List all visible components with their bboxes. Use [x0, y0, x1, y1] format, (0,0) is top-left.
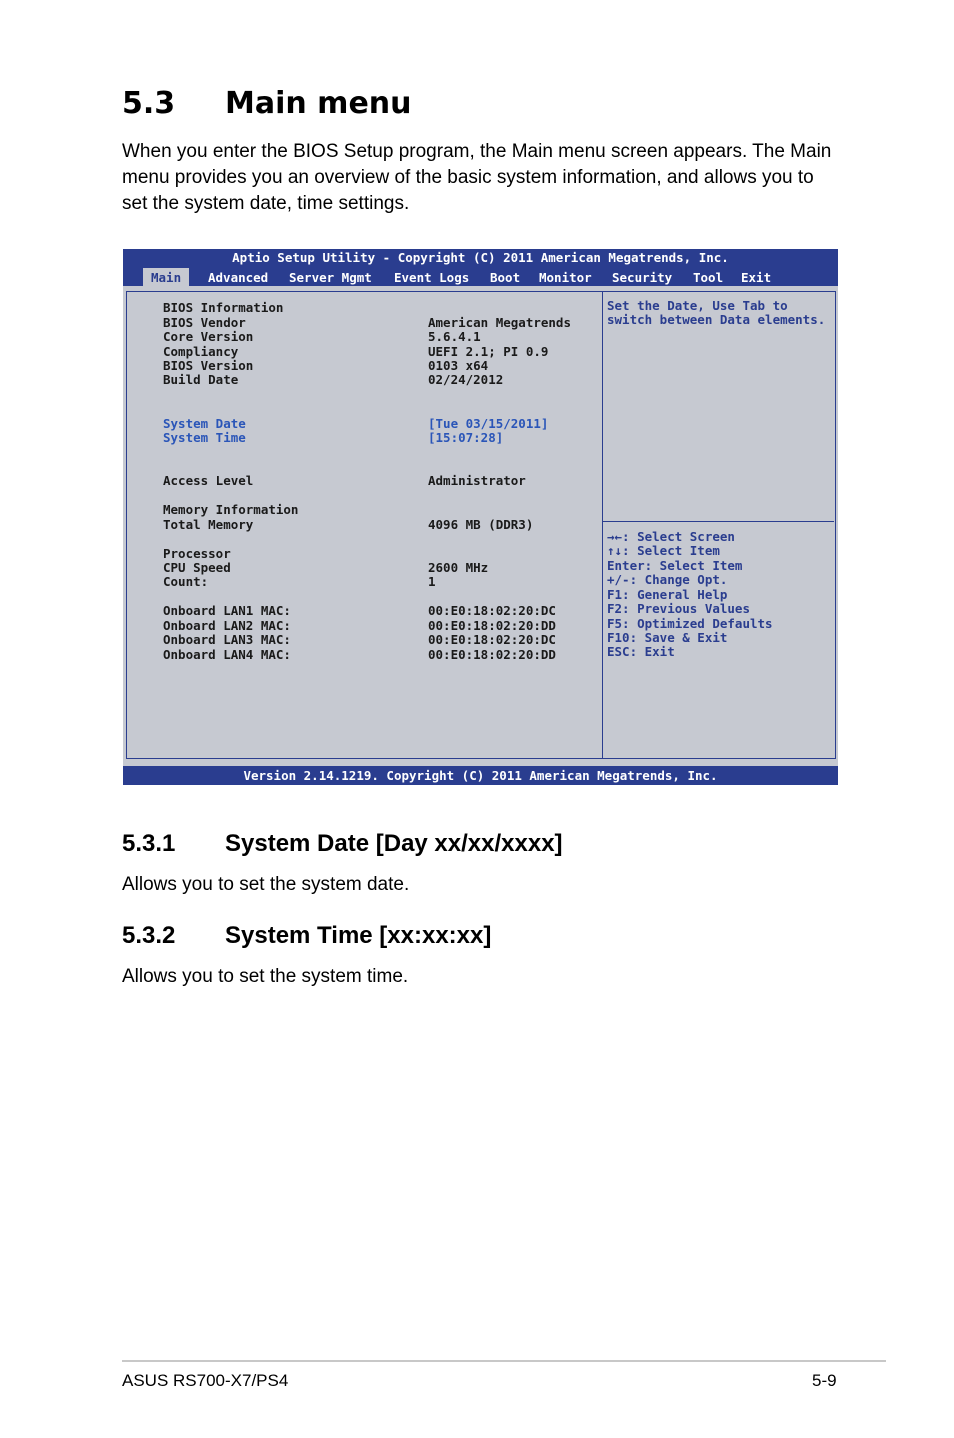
row-label: BIOS Vendor — [163, 315, 246, 330]
row-value: 00:E0:18:02:20:DD — [428, 647, 556, 662]
bios-row-core-version — [163, 329, 481, 344]
menu-tab-monitor[interactable]: Monitor — [539, 270, 592, 285]
row-value: 2600 MHz — [428, 560, 489, 575]
footer-rule — [122, 1360, 886, 1362]
key-help-select-screen: →←: Select Screen — [607, 529, 735, 544]
row-label: Core Version — [163, 329, 254, 344]
menu-tab-security[interactable]: Security — [612, 270, 673, 285]
system-time-value[interactable]: [15:07:28] — [428, 430, 504, 445]
footer-page-number: 5-9 — [812, 1371, 837, 1390]
bios-row-cpu-speed — [163, 560, 489, 575]
footer-product-name: ASUS RS700-X7/PS4 — [122, 1371, 289, 1390]
help-text-line: Set the Date, Use Tab to — [607, 298, 788, 313]
key-help-select-item: ↑↓: Select Item — [607, 543, 720, 558]
row-label: Onboard LAN1 MAC: — [163, 603, 291, 618]
subsection-title: System Time [xx:xx:xx] — [225, 922, 492, 949]
menu-tab-main[interactable]: Main — [143, 268, 189, 286]
bios-row-total-memory — [163, 517, 534, 532]
bios-row-vendor — [163, 315, 571, 330]
subsection-number: 5.3.2 — [122, 922, 176, 949]
row-value: 02/24/2012 — [428, 372, 504, 387]
key-help-save-exit: F10: Save & Exit — [607, 630, 728, 645]
section-title: Main menu — [225, 86, 412, 121]
row-label: BIOS Version — [163, 358, 254, 373]
bios-row-count — [163, 574, 436, 589]
bios-row-bios-version — [163, 358, 489, 373]
bios-screenshot — [123, 249, 838, 785]
section-number: 5.3 — [122, 86, 176, 121]
row-value: 0103 x64 — [428, 358, 489, 373]
row-label: System Time — [163, 430, 246, 445]
menu-tab-tool[interactable]: Tool — [693, 270, 724, 285]
system-date-description: Allows you to set the system date. — [122, 874, 410, 895]
bios-menu-bar — [123, 267, 838, 286]
processor-heading: Processor — [163, 546, 231, 561]
bios-info-heading: BIOS Information — [163, 300, 284, 315]
bios-row-system-date[interactable] — [163, 416, 549, 431]
row-label: Count: — [163, 574, 209, 589]
bios-row-build-date — [163, 372, 504, 387]
bios-title-bar: Aptio Setup Utility - Copyright (C) 2011 American Megatrends, Inc. — [123, 249, 838, 267]
key-help-optimized-defaults: F5: Optimized Defaults — [607, 616, 773, 631]
menu-tab-advanced[interactable]: Advanced — [208, 270, 269, 285]
row-label: Access Level — [163, 473, 254, 488]
system-date-value[interactable]: [Tue 03/15/2011] — [428, 416, 549, 431]
key-help-change-opt: +/-: Change Opt. — [607, 572, 728, 587]
bios-panel-divider — [602, 291, 603, 759]
key-help-general-help: F1: General Help — [607, 587, 728, 602]
row-value: 1 — [428, 574, 436, 589]
row-label: Onboard LAN4 MAC: — [163, 647, 291, 662]
intro-paragraph: When you enter the BIOS Setup program, the Main menu screen appears. The Main menu provides you an overview of the basic system information, and allows you to set the system date, time settings. — [122, 141, 832, 214]
subsection-title: System Date [Day xx/xx/xxxx] — [225, 830, 563, 857]
bios-row-access-level — [163, 473, 526, 488]
row-label: Onboard LAN3 MAC: — [163, 632, 291, 647]
help-text-line: switch between Data elements. — [607, 312, 826, 327]
row-value: American Megatrends — [428, 315, 571, 330]
menu-tab-event-logs[interactable]: Event Logs — [394, 270, 470, 285]
key-help-previous-values: F2: Previous Values — [607, 601, 750, 616]
row-label: System Date — [163, 416, 246, 431]
row-value: 00:E0:18:02:20:DC — [428, 632, 556, 647]
system-time-description: Allows you to set the system time. — [122, 966, 409, 987]
bios-row-compliancy — [163, 344, 549, 359]
row-value: 5.6.4.1 — [428, 329, 481, 344]
row-label: Build Date — [163, 372, 239, 387]
bios-row-lan2-mac — [163, 618, 556, 633]
subsection-heading-system-time — [122, 922, 491, 950]
bios-help-divider — [603, 521, 834, 522]
section-heading — [122, 86, 412, 121]
row-value: Administrator — [428, 473, 526, 488]
key-help-exit: ESC: Exit — [607, 644, 675, 659]
memory-info-heading: Memory Information — [163, 502, 299, 517]
menu-tab-server-mgmt[interactable]: Server Mgmt — [289, 270, 372, 285]
bios-version-footer: Version 2.14.1219. Copyright (C) 2011 American Megatrends, Inc. — [123, 766, 838, 785]
row-label: Onboard LAN2 MAC: — [163, 618, 291, 633]
row-label: Compliancy — [163, 344, 239, 359]
row-label: Total Memory — [163, 517, 254, 532]
row-value: 00:E0:18:02:20:DC — [428, 603, 556, 618]
menu-tab-boot[interactable]: Boot — [490, 270, 521, 285]
subsection-heading-system-date — [122, 830, 563, 858]
row-value: UEFI 2.1; PI 0.9 — [428, 344, 549, 359]
row-label: CPU Speed — [163, 560, 231, 575]
bios-row-lan1-mac — [163, 603, 556, 618]
row-value: 00:E0:18:02:20:DD — [428, 618, 556, 633]
bios-row-system-time[interactable] — [163, 430, 504, 445]
key-help-enter: Enter: Select Item — [607, 558, 743, 573]
bios-row-lan3-mac — [163, 632, 556, 647]
subsection-number: 5.3.1 — [122, 830, 176, 857]
menu-tab-exit[interactable]: Exit — [741, 270, 772, 285]
bios-row-lan4-mac — [163, 647, 556, 662]
row-value: 4096 MB (DDR3) — [428, 517, 534, 532]
